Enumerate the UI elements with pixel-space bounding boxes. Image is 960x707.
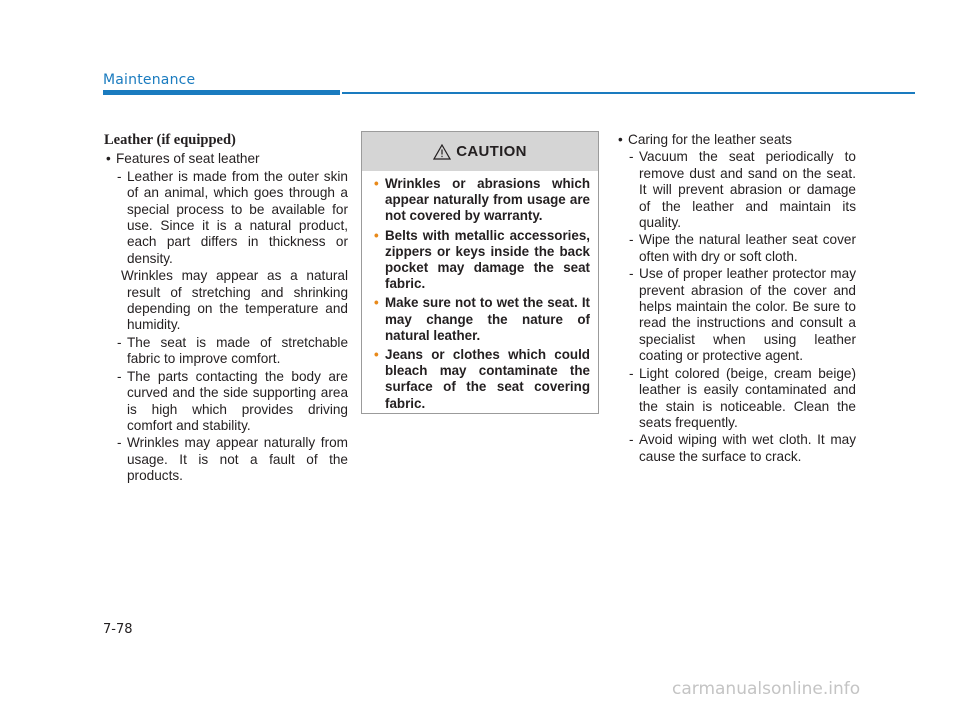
caution-item-text: Wrinkles or abrasions which appear naturally from usage are not covered by warranty. [385,176,590,224]
caution-item-text: Belts with metallic accessories, zippers or keys inside the back pocket may damage the seat fabric. [385,227,590,292]
leather-heading: Leather (if equipped) [104,132,236,148]
watermark: carmanualsonline.info [672,679,861,699]
caution-item-text: Make sure not to wet the seat. It may change the nature of natural leather. [385,295,590,343]
left-item [104,268,348,334]
bullet-dot: • [106,151,111,167]
left-item-text: Wrinkles may appear as a natural result of stretching and shrinking depending on the temperature and humidity. [121,268,348,333]
right-bullet [616,132,856,148]
right-item-text: Light colored (beige, cream beige) leather is easily contaminated and the stain is noticeable. Clean the seats frequently. [639,365,856,430]
right-bullet-text: Caring for the leather seats [628,132,792,147]
right-item: - Avoid wiping with wet cloth. It may cause the surface to crack. [629,432,856,464]
left-item-text: Wrinkles may appear naturally from usage. It is not a fault of the products. [127,435,348,484]
caution-item [374,176,590,225]
warning-triangle-icon [433,144,451,160]
caution-item [374,295,590,344]
left-item: - The seat is made of stretchable fabric to improve comfort. [117,334,348,367]
caution-title: CAUTION [456,143,527,160]
bullet-dot: • [374,347,379,363]
caution-box [361,131,599,414]
left-bullet-text: Features of seat leather [116,151,260,167]
right-item-text: Vacuum the seat periodically to remove dust and sand on the seat. It will prevent abrasion or damage of the leather and maintain its quality. [639,149,856,231]
header-rule-thick [103,90,340,95]
caution-body [362,171,598,412]
bullet-dot: • [618,132,623,147]
bullet-dot: • [374,176,379,191]
left-item: - Leather is made from the outer skin of an animal, which goes through a special process to be available for use. Since it is a natural product, each part differs in thickness or density. [117,168,348,266]
caution-header [362,132,598,171]
left-item: - The parts contacting the body are curved and the side supporting area is high which provides driving comfort and stability. [117,368,348,433]
header-rule-thin [342,92,915,94]
section-title: Maintenance [103,72,196,88]
right-item: - Light colored (beige, cream beige) leather is easily contaminated and the stain is noticeable. Clean the seats frequently. [629,365,856,430]
left-item-text: Leather is made from the outer skin of an animal, which goes through a special process to be available for use. Since it is a natural product, each part differs in thickness or density. [127,168,348,266]
right-item: - Vacuum the seat periodically to remove dust and sand on the seat. It will prevent abrasion or damage of the leather and maintain its quality. [629,149,856,231]
caution-item [374,228,590,293]
right-item-text: Wipe the natural leather seat cover often with dry or soft cloth. [639,232,856,264]
left-bullet [104,151,348,167]
left-item-text: The parts contacting the body are curved and the side supporting area is high which provides driving comfort and stability. [127,368,348,433]
left-column [104,132,348,486]
page-number: 7-78 [103,622,133,637]
right-item: - Use of proper leather protector may prevent abrasion of the cover and helps maintain the color. Be sure to read the instructions and consult a specialist when using leather coating or protective agent. [629,266,856,364]
caution-item-text: Jeans or clothes which could bleach may contaminate the surface of the seat covering fabric. [385,347,590,411]
right-item-text: Avoid wiping with wet cloth. It may cause the surface to crack. [639,432,856,464]
right-item: - Wipe the natural leather seat cover often with dry or soft cloth. [629,232,856,264]
left-item: - Wrinkles may appear naturally from usage. It is not a fault of the products. [117,435,348,484]
caution-item [374,347,590,412]
right-item-text: Use of proper leather protector may prevent abrasion of the cover and helps maintain the color. Be sure to read the instructions and consult a specialist when using leather coating or protective agent. [639,266,856,364]
bullet-dot: • [374,227,379,243]
right-column [616,132,856,466]
bullet-dot: • [374,295,379,311]
left-item-text: The seat is made of stretchable fabric to improve comfort. [127,334,348,367]
